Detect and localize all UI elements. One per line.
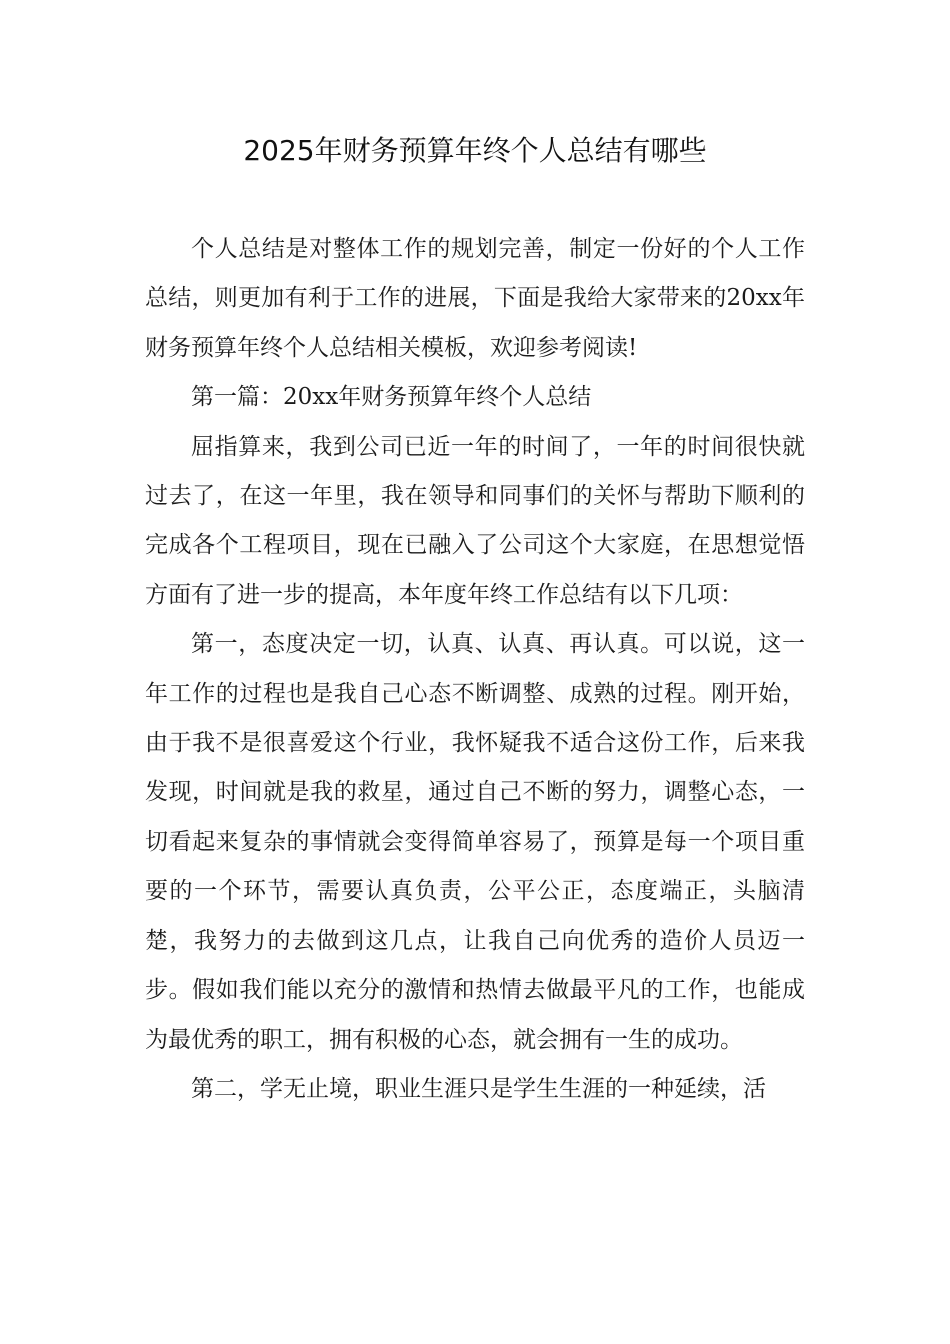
paragraph-point-one: 第一，态度决定一切，认真、认真、再认真。可以说，这一年工作的过程也是我自己心态不断调整、成熟的过程。刚开始，由于我不是很喜爱这个行业，我怀疑我不适合这份工作，后来我发现，时间就是我的救星，通过自己不断的努力，调整心态，一切看起来复杂的事情就会变得简单容易了，预算是每一个项目重要的一个环节，需要认真负责，公平公正，态度端正，头脑清楚，我努力的去做到这几点，让我自己向优秀的造价人员迈一步。假如我们能以充分的激情和热情去做最平凡的工作，也能成为最优秀的职工，拥有积极的心态，就会拥有一生的成功。 (145, 631, 805, 1053)
paragraph-overview: 屈指算来，我到公司已近一年的时间了，一年的时间很快就过去了，在这一年里，我在领导和同事们的关怀与帮助下顺利的完成各个工程项目，现在已融入了公司这个大家庭，在思想觉悟方面有了进一步的提高，本年度年终工作总结有以下几项： (145, 433, 805, 608)
document-title: 2025年财务预算年终个人总结有哪些 (243, 134, 707, 167)
paragraph-section-heading: 第一篇：20xx年财务预算年终个人总结 (191, 384, 592, 411)
paragraph-point-two: 第二，学无止境，职业生涯只是学生生涯的一种延续，活 (191, 1075, 766, 1102)
paragraph-intro: 个人总结是对整体工作的规划完善，制定一份好的个人工作总结，则更加有利于工作的进展，下面是我给大家带来的20xx年财务预算年终个人总结相关模板，欢迎参考阅读! (145, 236, 805, 361)
document-body (145, 225, 805, 1114)
